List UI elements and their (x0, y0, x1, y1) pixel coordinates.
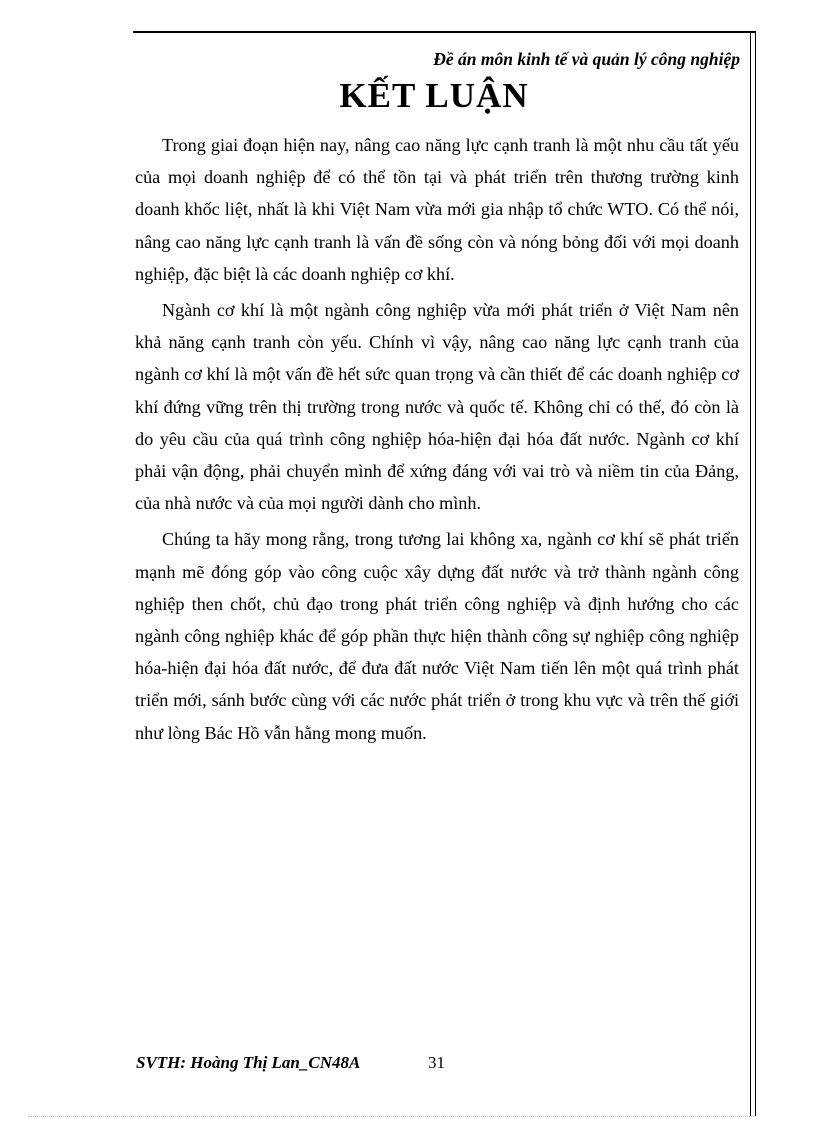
page-edge-dotted (28, 1116, 754, 1117)
page-title: KẾT LUẬN (339, 76, 529, 115)
page-border-right (750, 31, 756, 1116)
footer-author: SVTH: Hoàng Thị Lan_CN48A (136, 1053, 361, 1072)
paragraph-2: Ngành cơ khí là một ngành công nghiệp vừa mới phát triển ở Việt Nam nên khả năng cạnh tranh còn yếu. Chính vì vậy, nâng cao năng lực cạnh tranh của ngành cơ khí là một vấn đề hết sức quan trọng và cần thiết để các doanh nghiệp cơ khí đứng vững trên thị trường trong nước và quốc tế. Không chỉ có thế, đó còn là do yêu cầu của quá trình công nghiệp hóa-hiện đại hóa đất nước. Ngành cơ khí phải vận động, phải chuyển mình để xứng đáng với vai trò và niềm tin của Đảng, của nhà nước và của mọi người dành cho mình. (135, 300, 739, 514)
body-text (135, 129, 739, 753)
running-header: Đề án môn kinh tế và quản lý công nghiệp (433, 49, 740, 69)
paragraph-3: Chúng ta hãy mong rằng, trong tương lai không xa, ngành cơ khí sẽ phát triển mạnh mẽ đóng góp vào công cuộc xây dựng đất nước và trở thành ngành công nghiệp then chốt, chủ đạo trong phát triển công nghiệp và định hướng cho các ngành công nghiệp khác để góp phần thực hiện thành công sự nghiệp công nghiệp hóa-hiện đại hóa đất nước, để đưa đất nước Việt Nam tiến lên một quá trình phát triển mới, sánh bước cùng với các nước phát triển ở trong khu vực và trên thế giới như lòng Bác Hồ vẫn hằng mong muốn. (135, 529, 739, 743)
page-border-top (133, 31, 755, 33)
paragraph-1: Trong giai đoạn hiện nay, nâng cao năng lực cạnh tranh là một nhu cầu tất yếu của mọi doanh nghiệp để có thể tồn tại và phát triển trên thương trường kinh doanh khốc liệt, nhất là khi Việt Nam vừa mới gia nhập tổ chức WTO. Có thể nói, nâng cao năng lực cạnh tranh là vấn đề sống còn và nóng bỏng đối với mọi doanh nghiệp, đặc biệt là các doanh nghiệp cơ khí. (135, 135, 739, 284)
page-number: 31 (428, 1053, 445, 1072)
